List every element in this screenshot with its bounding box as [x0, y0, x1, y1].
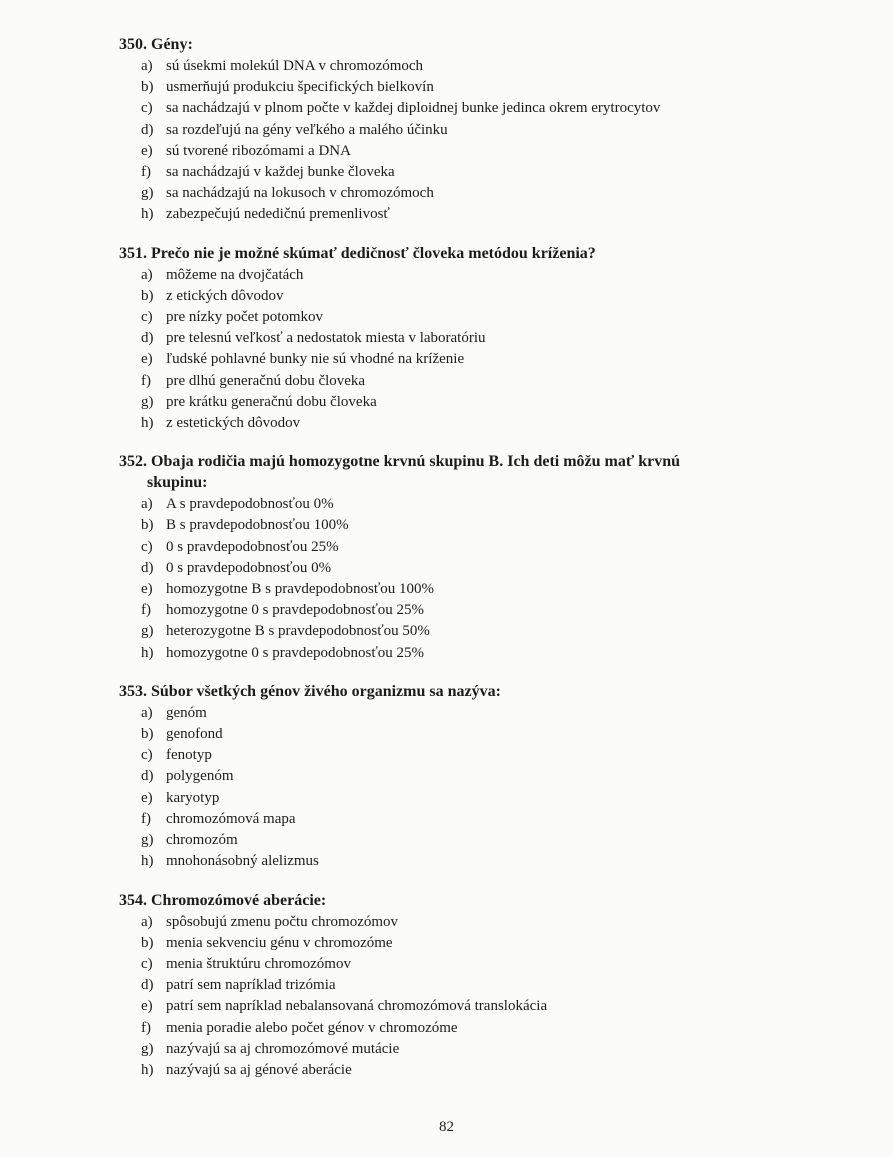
answer-option	[141, 349, 819, 370]
answer-option	[141, 1018, 819, 1039]
answer-options	[119, 265, 819, 435]
question-title	[119, 34, 819, 55]
option-text: sa nachádzajú v plnom počte v každej diploidnej bunke jedinca okrem erytrocytov	[166, 100, 661, 117]
option-letter: f)	[141, 372, 151, 389]
page-number: 82	[439, 1119, 454, 1135]
answer-options	[119, 912, 819, 1082]
option-letter: c)	[141, 100, 153, 117]
answer-option	[141, 183, 819, 204]
answer-option	[141, 515, 819, 536]
option-letter: e)	[141, 789, 153, 806]
question-block	[119, 890, 819, 1082]
option-letter: h)	[141, 415, 154, 432]
option-letter: f)	[141, 602, 151, 619]
option-text: polygenóm	[166, 768, 234, 785]
option-text: sa nachádzajú v každej bunke človeka	[166, 164, 395, 181]
option-text: nazývajú sa aj génové aberácie	[166, 1061, 352, 1078]
answer-option	[141, 621, 819, 642]
option-text: pre dlhú generačnú dobu človeka	[166, 372, 366, 389]
option-text: menia štruktúru chromozómov	[166, 955, 351, 972]
option-text: fenotyp	[166, 747, 212, 764]
option-letter: g)	[141, 393, 154, 410]
option-letter: d)	[141, 559, 154, 576]
answer-option	[141, 265, 819, 286]
question-title	[119, 243, 819, 264]
answer-option	[141, 371, 819, 392]
option-text: pre telesnú veľkosť a nedostatok miesta v laboratóriu	[166, 330, 486, 347]
question-number: 354.	[119, 891, 147, 909]
answer-option	[141, 413, 819, 434]
answer-option	[141, 975, 819, 996]
question-block	[119, 34, 819, 226]
option-text: usmerňujú produkciu špecifických bielkovín	[166, 79, 434, 96]
option-letter: b)	[141, 287, 154, 304]
option-text: A s pravdepodobnosťou 0%	[166, 496, 334, 513]
option-letter: h)	[141, 853, 154, 870]
option-letter: g)	[141, 1040, 154, 1057]
option-text: môžeme na dvojčatách	[166, 266, 304, 283]
option-letter: b)	[141, 79, 154, 96]
answer-option	[141, 56, 819, 77]
option-text: chromozóm	[166, 832, 238, 849]
question-title	[119, 890, 819, 911]
option-letter: e)	[141, 351, 153, 368]
option-letter: a)	[141, 266, 153, 283]
option-letter: e)	[141, 581, 153, 598]
answer-options	[119, 56, 819, 226]
option-letter: d)	[141, 977, 154, 994]
question-title	[119, 681, 819, 702]
question-block	[119, 451, 819, 664]
option-letter: g)	[141, 185, 154, 202]
question-number: 350.	[119, 36, 147, 53]
answer-option	[141, 766, 819, 787]
option-letter: c)	[141, 538, 153, 555]
option-letter: f)	[141, 164, 151, 181]
answer-option	[141, 162, 819, 183]
option-text: sa rozdeľujú na gény veľkého a malého účinku	[166, 121, 448, 138]
option-text: pre nízky počet potomkov	[166, 309, 324, 326]
option-text: genóm	[166, 704, 207, 721]
answer-option	[141, 600, 819, 621]
question-list	[119, 34, 819, 1098]
option-letter: f)	[141, 1019, 151, 1036]
option-letter: h)	[141, 1061, 154, 1078]
option-text: heterozygotne B s pravdepodobnosťou 50%	[166, 623, 430, 640]
option-text: mnohonásobný alelizmus	[166, 853, 319, 870]
option-text: 0 s pravdepodobnosťou 25%	[166, 538, 339, 555]
answer-option	[141, 809, 819, 830]
answer-options	[119, 703, 819, 873]
option-letter: h)	[141, 644, 154, 661]
option-text: patrí sem napríklad nebalansovaná chromozómová translokácia	[166, 998, 548, 1015]
option-text: sú tvorené ribozómami a DNA	[166, 142, 351, 159]
question-block	[119, 681, 819, 873]
option-letter: h)	[141, 206, 154, 223]
answer-option	[141, 392, 819, 413]
answer-option	[141, 141, 819, 162]
option-letter: c)	[141, 747, 153, 764]
option-letter: a)	[141, 496, 153, 513]
option-text: homozygotne 0 s pravdepodobnosťou 25%	[166, 602, 425, 619]
answer-option	[141, 851, 819, 872]
answer-option	[141, 954, 819, 975]
answer-option	[141, 286, 819, 307]
answer-option	[141, 703, 819, 724]
option-letter: g)	[141, 623, 154, 640]
option-text: homozygotne B s pravdepodobnosťou 100%	[166, 581, 435, 598]
question-text: Gény:	[151, 36, 193, 53]
question-text: Prečo nie je možné skúmať dedičnosť človeka metódou kríženia?	[151, 244, 596, 262]
option-text: zabezpečujú nededičnú premenlivosť	[166, 206, 390, 223]
answer-option	[141, 77, 819, 98]
option-letter: d)	[141, 330, 154, 347]
answer-option	[141, 788, 819, 809]
answer-option	[141, 724, 819, 745]
question-number: 352.	[119, 453, 147, 471]
option-text: chromozómová mapa	[166, 810, 296, 827]
option-text: sa nachádzajú na lokusoch v chromozómoch	[166, 185, 434, 202]
answer-option	[141, 933, 819, 954]
option-text: pre krátku generačnú dobu človeka	[166, 393, 377, 410]
option-text: z etických dôvodov	[166, 287, 284, 304]
option-letter: a)	[141, 58, 153, 74]
option-text: menia poradie alebo počet génov v chromozóme	[166, 1019, 458, 1036]
option-text: B s pravdepodobnosťou 100%	[166, 517, 349, 534]
answer-option	[141, 745, 819, 766]
option-text: genofond	[166, 726, 223, 743]
option-letter: b)	[141, 726, 154, 743]
answer-option	[141, 307, 819, 328]
answer-option	[141, 328, 819, 349]
option-letter: f)	[141, 810, 151, 827]
question-title	[119, 451, 819, 493]
option-letter: d)	[141, 768, 154, 785]
option-letter: c)	[141, 309, 153, 326]
question-text-continuation: skupinu:	[147, 474, 208, 492]
option-text: 0 s pravdepodobnosťou 0%	[166, 559, 332, 576]
option-text: patrí sem napríklad trizómia	[166, 977, 336, 994]
option-letter: b)	[141, 934, 154, 951]
answer-option	[141, 204, 819, 225]
answer-option	[141, 830, 819, 851]
answer-option	[141, 494, 819, 515]
option-letter: e)	[141, 998, 153, 1015]
option-letter: d)	[141, 121, 154, 138]
answer-options	[119, 494, 819, 664]
question-number: 353.	[119, 682, 147, 700]
option-text: menia sekvenciu génu v chromozóme	[166, 934, 393, 951]
option-text: nazývajú sa aj chromozómové mutácie	[166, 1040, 400, 1057]
option-text: sú úsekmi molekúl DNA v chromozómoch	[166, 58, 424, 74]
answer-option	[141, 98, 819, 119]
answer-option	[141, 1039, 819, 1060]
option-letter: a)	[141, 913, 153, 930]
question-block	[119, 243, 819, 435]
answer-option	[141, 120, 819, 141]
answer-option	[141, 558, 819, 579]
question-number: 351.	[119, 244, 147, 262]
answer-option	[141, 579, 819, 600]
option-text: homozygotne 0 s pravdepodobnosťou 25%	[166, 644, 425, 661]
option-text: spôsobujú zmenu počtu chromozómov	[166, 913, 399, 930]
answer-option	[141, 912, 819, 933]
question-text: Obaja rodičia majú homozygotne krvnú skupinu B. Ich deti môžu mať krvnú	[151, 453, 681, 471]
answer-option	[141, 643, 819, 664]
option-letter: c)	[141, 955, 153, 972]
answer-option	[141, 537, 819, 558]
option-letter: a)	[141, 704, 153, 721]
question-text: Súbor všetkých génov živého organizmu sa nazýva:	[151, 682, 501, 700]
answer-option	[141, 1060, 819, 1081]
option-text: z estetických dôvodov	[166, 415, 301, 432]
option-text: ľudské pohlavné bunky nie sú vhodné na kríženie	[166, 351, 465, 368]
option-letter: b)	[141, 517, 154, 534]
answer-option	[141, 996, 819, 1017]
option-letter: e)	[141, 142, 153, 159]
question-text: Chromozómové aberácie:	[151, 891, 327, 909]
option-letter: g)	[141, 832, 154, 849]
option-text: karyotyp	[166, 789, 220, 806]
